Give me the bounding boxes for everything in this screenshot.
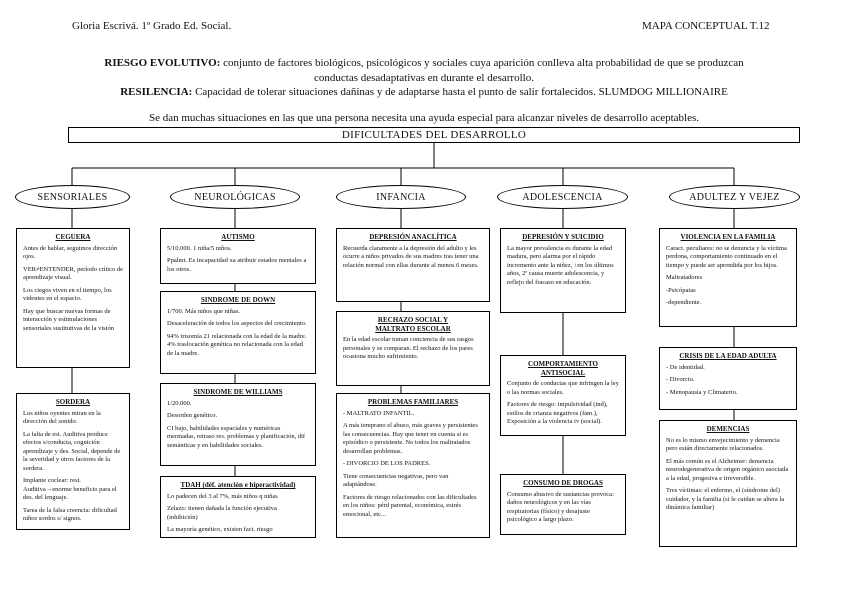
box-ceguera bbox=[16, 228, 130, 368]
box-title: TDAH (déf. atención e hiperactividad) bbox=[180, 481, 296, 489]
box-title: DEPRESIÓN ANACLÍTICA bbox=[369, 233, 457, 241]
box-text: 94% trisomía 21 relacionada con la edad de la madre. 4% traslocación genética no relacionada con la edad de la madre. bbox=[167, 332, 307, 357]
box-title: SORDERA bbox=[55, 398, 91, 406]
box-tdah bbox=[160, 476, 316, 538]
box-demencias bbox=[659, 420, 797, 547]
box-text: -Psicópatas bbox=[666, 286, 696, 294]
definitions bbox=[0, 56, 848, 100]
resilencia-definition bbox=[0, 85, 848, 100]
category-adolescencia: ADOLESCENCIA bbox=[497, 185, 628, 209]
box-text: Recuerda claramente a la depresión del adulto y les ocurre a niños privados de sus madres tras tener una relación normal con ellas durante al menos 6 meses. bbox=[343, 244, 479, 269]
box-text: Lo padecen del 3 al 7%, más niños q niñas bbox=[167, 492, 278, 500]
box-text: Factores de riesgo relacionados con las dificultades en los niños: pérd parental, económica, estrés emocional, etc... bbox=[343, 493, 477, 518]
box-text: La mayoría genético, existen fact. riesgo bbox=[167, 526, 273, 533]
box-text: Desaceleración de todos los aspectos del crecimiento. bbox=[167, 320, 307, 327]
box-consumo-drogas bbox=[500, 474, 626, 535]
riesgo-text: conjunto de factores biológicos, psicológicos y sociales cuya aparición conlleva alta probabilidad de que se produzcan bbox=[223, 57, 744, 69]
box-text: Ppalmt. Es incapacidad xa atribuir estados mentales a los otros. bbox=[167, 257, 307, 273]
resilencia-text: Capacidad de tolerar situaciones dañinas y de adaptarse hasta el punto de salir fortalecidos. SLUMDOG MILLIONAIRE bbox=[195, 86, 728, 98]
box-title: DEPRESIÓN Y SUICIDIO bbox=[522, 233, 604, 241]
box-text: Consumo abusivo de sustancias provoca: daños neurológicos y en las vías respiratorias (físico) y desajuste psicológico a largo plazo. bbox=[507, 490, 614, 523]
riesgo-label: RIESGO EVOLUTIVO: bbox=[104, 57, 221, 69]
box-sindrome-down bbox=[160, 291, 316, 374]
resilencia-label: RESILENCIA: bbox=[120, 86, 193, 98]
box-text: No es lo mismo envejecimiento y demencia pero están directamente relacionados. bbox=[666, 436, 780, 452]
box-text: Antes de hablar, seguimos dirección ojos. bbox=[23, 244, 118, 260]
box-text: La falta de est. Auditiva produce efectos s/conducta, cognición aprendizaje y des. Social, depende de la severidad y otros factores de la sordera. bbox=[23, 430, 121, 472]
box-text: Zelazo: tienen dañada la función ejecutiva (inhibición) bbox=[167, 505, 277, 521]
box-title: CEGUERA bbox=[55, 233, 91, 241]
document-title: MAPA CONCEPTUAL T.12 bbox=[642, 20, 770, 32]
box-text: 1/20.000. bbox=[167, 399, 192, 407]
box-sordera bbox=[16, 393, 130, 530]
box-title: VIOLENCIA EN LA FAMILIA bbox=[680, 233, 776, 241]
category-adultez-vejez: ADULTEZ Y VEJEZ bbox=[669, 185, 800, 209]
box-title: COMPORTAMIENTO ANTISOCIAL bbox=[528, 360, 598, 377]
box-text: A más temprano el abuso, más graves y persistentes las consecuencias. Hay que tener en cuenta si es episódico o persistente. No todos los maltratados desarrollan problemas. bbox=[343, 422, 478, 455]
box-text: VER≠ENTENDER, período crítico de aprendizaje visual. bbox=[23, 265, 123, 281]
category-infancia: INFANCIA bbox=[336, 185, 466, 209]
box-text: Hay que buscar nuevas formas de interacción y estimulaciones sensoriales sustitutivas de la visión bbox=[23, 307, 114, 332]
box-text: 5/10.000. 1 niña/5 niños. bbox=[167, 244, 232, 252]
box-sindrome-williams bbox=[160, 383, 316, 466]
box-text: - MALTRATO INFANTIL. bbox=[343, 409, 415, 417]
box-text: El más común es el Alzheimer: demencia neurodegenerativa de origen orgánico asociada a la edad, progesiva e irreversible. bbox=[666, 457, 789, 482]
box-text: Maltratadores bbox=[666, 274, 703, 281]
box-text: Desorden genético. bbox=[167, 412, 218, 419]
box-depresion-anaclitica bbox=[336, 228, 490, 302]
intro-sentence: Se dan muchas situaciones en las que una persona necesita una ayuda especial para alcanzar niveles de desarrollo aceptables. bbox=[148, 112, 700, 124]
box-title: SINDROME DE WILLIAMS bbox=[193, 388, 283, 396]
box-title: RECHAZO SOCIAL Y MALTRATO ESCOLAR bbox=[375, 316, 451, 333]
box-text: Caract. peculiares: no se denuncia y la víctima perdona, comportamiento continuado en el tiempo y puede ser aprendida por los hijos. bbox=[666, 244, 787, 269]
box-autismo bbox=[160, 228, 316, 284]
box-rechazo-social bbox=[336, 311, 490, 386]
riesgo-text-continued: conductas desadaptativas en durante el desarrollo. bbox=[314, 71, 534, 84]
box-text: Factores de riesgo: impulsividad (ind), estilos de crianza negativos (fam.), Exposición a la violencia tv (social). bbox=[507, 401, 608, 425]
box-text: Los ciegos viven en el tiempo, los videntes en el espacio. bbox=[23, 286, 112, 302]
box-text: Tres víctimas: el enfermo, el (síndrome del) cuidador, y la familia (si le cuidan se altera la dinámica familiar) bbox=[666, 487, 785, 511]
box-problemas-familiares bbox=[336, 393, 490, 538]
author-line: Gloria Escrivá. 1º Grado Ed. Social. bbox=[72, 20, 232, 32]
box-depresion-suicidio bbox=[500, 228, 626, 313]
box-title: AUTISMO bbox=[221, 233, 255, 241]
main-concept-box: DIFICULTADES DEL DESARROLLO bbox=[68, 127, 800, 143]
box-text: - Menopausia y Climaterio. bbox=[666, 388, 738, 396]
box-text: Tarea de la falsa creencia: dificultad niños sordos s/ signos. bbox=[23, 506, 117, 522]
box-text: - DIVORCIO DE LOS PADRES. bbox=[343, 460, 431, 467]
box-text: 1/700. Más niños que niñas. bbox=[167, 307, 240, 315]
box-title: SINDROME DE DOWN bbox=[200, 296, 276, 304]
box-title: CRISIS DE LA EDAD ADULTA bbox=[679, 352, 777, 360]
box-text: -dependiente. bbox=[666, 299, 702, 306]
box-text: CI bajo, habilidades espaciales y numéricas mermadas, retraso res. problemas y planificación, dif semánticas y en habilidades sociales. bbox=[167, 424, 306, 449]
box-text: Implante coclear: rest. Auditiva→enorme beneficio para el des. del lenguaje. bbox=[23, 477, 117, 501]
box-crisis-edad-adulta bbox=[659, 347, 797, 410]
box-title: CONSUMO DE DROGAS bbox=[523, 479, 603, 487]
box-text: - Divorcio. bbox=[666, 376, 695, 383]
category-sensoriales: SENSORIALES bbox=[15, 185, 130, 209]
riesgo-definition bbox=[0, 56, 848, 71]
box-text: La mayor prevalencia es durante la edad madura, pero alarma por el rápido incremento ante la niñez, ↑en los últimos años, 2ª causa muerte adolescencia, y reflejo del fracaso en educación. bbox=[507, 244, 614, 286]
box-text: Conjunto de conductas que infringen la ley o las normas sociales. bbox=[507, 380, 619, 396]
box-violencia-familia bbox=[659, 228, 797, 327]
box-text: Los niños oyentes miran en la dirección del sonido. bbox=[23, 409, 101, 425]
category-neurologicas: NEUROLÓGICAS bbox=[170, 185, 300, 209]
box-text: En la edad escolar toman conciencia de sus rasgos personales y se comparan. El rechazo de los pares ocasiona mucho sufrimiento. bbox=[343, 336, 474, 360]
box-title: DEMENCIAS bbox=[706, 425, 750, 433]
box-comportamiento-antisocial bbox=[500, 355, 626, 436]
box-text: Tiene consecuencias negativas, pero van adaptándose. bbox=[343, 472, 449, 488]
box-text: - De identidad. bbox=[666, 363, 705, 371]
box-title: PROBLEMAS FAMILIARES bbox=[367, 398, 459, 406]
